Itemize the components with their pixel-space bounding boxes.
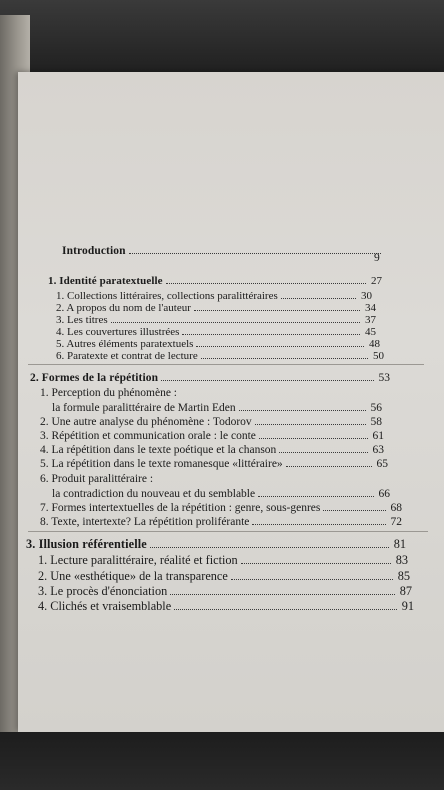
toc-item: la contradiction du nouveau et du semblable 66 [52, 488, 390, 500]
dot-leader [111, 313, 360, 323]
toc-item: 6. Paratexte et contrat de lecture 50 [56, 350, 384, 362]
dot-leader [239, 401, 366, 411]
dot-leader [150, 538, 389, 548]
dot-leader [166, 274, 366, 284]
toc-introduction-page: 9 [374, 252, 380, 264]
toc-introduction-page-row [372, 252, 442, 266]
dot-leader [174, 600, 397, 610]
dot-leader [182, 325, 360, 335]
toc-chapter-2-page: 53 [378, 372, 390, 384]
toc-chapter-3-title: 3. Illusion référentielle [26, 537, 147, 551]
toc-item: 4. La répétition dans le texte poétique et la chanson 63 [40, 444, 384, 456]
dot-leader [194, 301, 360, 311]
toc-item-heading: 6. Produit paralittéraire : [40, 473, 154, 485]
dot-leader [161, 371, 373, 381]
toc-item: 2. A propos du nom de l'auteur 34 [56, 302, 376, 314]
toc-item: 3. Les titres 37 [56, 314, 376, 326]
toc-introduction [62, 244, 384, 258]
toc-item: 8. Texte, intertexte? La répétition proliférante 72 [40, 516, 402, 528]
toc-item: 1. Lecture paralittéraire, réalité et fiction 83 [38, 553, 408, 567]
dot-leader [241, 554, 391, 564]
dot-leader [255, 415, 366, 425]
toc-chapter-2 [30, 371, 390, 385]
dot-leader [252, 515, 385, 525]
toc-item-heading: 1. Perception du phénomène : [40, 387, 178, 399]
background-top [0, 0, 444, 80]
divider [28, 364, 424, 365]
toc-chapter-1-title: 1. Identité paratextuelle [48, 275, 163, 287]
toc-item: 5. La répétition dans le texte romanesque «littéraire» 65 [40, 458, 388, 470]
divider [28, 531, 428, 532]
book-page [18, 72, 444, 732]
toc-item: 4. Clichés et vraisemblable 91 [38, 599, 414, 613]
dot-leader [201, 349, 368, 359]
toc-item: 3. Le procès d'énonciation 87 [38, 584, 412, 598]
table-of-contents [26, 72, 442, 732]
dot-leader [279, 443, 367, 453]
dot-leader [259, 429, 368, 439]
toc-introduction-label: Introduction [62, 245, 126, 257]
toc-chapter-1 [48, 274, 382, 288]
dot-leader [258, 487, 373, 497]
dot-leader [170, 585, 394, 595]
dot-leader [323, 501, 385, 511]
dot-leader [196, 337, 364, 347]
background-bottom [0, 732, 444, 790]
toc-item: la formule paralittéraire de Martin Eden 56 [52, 402, 382, 414]
toc-item: 2. Une «esthétique» de la transparence 85 [38, 569, 410, 583]
dot-leader [286, 457, 372, 467]
dot-leader [281, 289, 356, 299]
toc-chapter-3-page: 81 [393, 537, 406, 551]
toc-chapter-2-title: 2. Formes de la répétition [30, 372, 159, 384]
toc-item: 1. Collections littéraires, collections paralittéraires 30 [56, 290, 372, 302]
toc-item: 7. Formes intertextuelles de la répétition : genre, sous-genres 68 [40, 502, 402, 514]
toc-chapter-3 [26, 537, 406, 551]
dot-leader [231, 570, 393, 580]
toc-chapter-1-page: 27 [371, 275, 382, 287]
toc-item: 2. Une autre analyse du phénomène : Todorov 58 [40, 416, 382, 428]
toc-item: 3. Répétition et communication orale : le conte 61 [40, 430, 384, 442]
dot-leader [129, 244, 381, 254]
toc-item: 5. Autres éléments paratextuels 48 [56, 338, 380, 350]
toc-item: 4. Les couvertures illustrées 45 [56, 326, 376, 338]
